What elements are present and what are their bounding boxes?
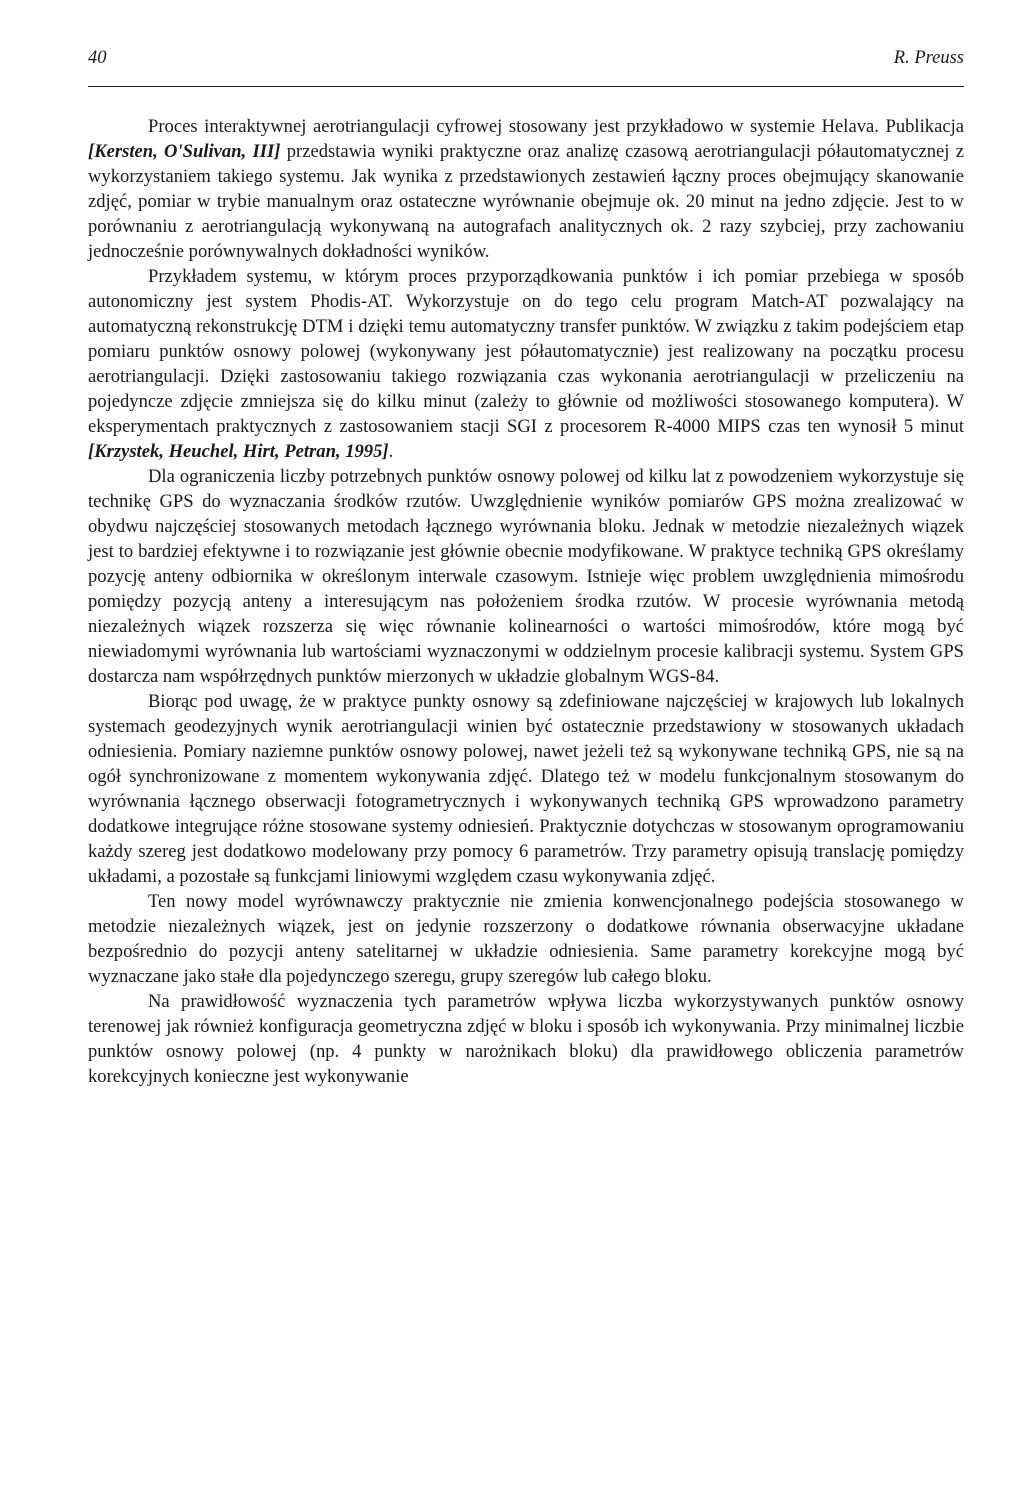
paragraph-1: [88, 114, 964, 264]
page-number: 40: [88, 48, 107, 68]
citation-krzystek: [Krzystek, Heuchel, Hirt, Petran, 1995]: [88, 441, 389, 462]
page-body: [88, 114, 964, 1089]
paragraph-4: Biorąc pod uwagę, że w praktyce punkty osnowy są zdefiniowane najczęściej w krajowych lub lokalnych systemach geodezyjnych wynik aerotriangulacji winien być ostatecznie przedstawiony w stosowanych układach odniesienia. Pomiary naziemne punktów osnowy polowej, nawet jeżeli też są wykonywane techniką GPS, nie są na ogół synchronizowane z momentem wykonywania zdjęć. Dlatego też w modelu funkcjonalnym stosowanym do wyrównania łącznego obserwacji fotogrametrycznych i wykonywanych techniką GPS wprowadzono parametry dodatkowe integrujące różne stosowane systemy odniesień. Praktycznie dotychczas w stosowanym oprogramowaniu każdy szereg jest dodatkowo modelowany przy pomocy 6 parametrów. Trzy parametry opisują translację pomiędzy układami, a pozostałe są funkcjami liniowymi względem czasu wykonywania zdjęć.: [88, 691, 964, 887]
paragraph-2-text-b: .: [388, 441, 394, 462]
paragraph-2-text-a: Przykładem systemu, w którym proces przyporządkowania punktów i ich pomiar przebiega w sposób autonomiczny jest system Phodis-AT. Wykorzystuje on do tego celu program Match-AT pozwalający na automatyczną rekonstrukcję DTM i dzięki temu automatyczny transfer punktów. W związku z takim podejściem etap pomiaru punktów osnowy polowej (wykonywany jest półautomatycznie) jest realizowany na początku procesu aerotriangulacji. Dzięki zastosowaniu takiego rozwiązania czas wykonania aerotriangulacji w przeliczeniu na pojedyncze zdjęcie zmniejsza się do kilku minut (zależy to głównie od możliwości stosowanego komputera). W eksperymentach praktycznych z zastosowaniem stacji SGI z procesorem R-4000 MIPS czas ten wynosił 5 minut: [88, 266, 964, 437]
paragraph-5: Ten nowy model wyrównawczy praktycznie nie zmienia konwencjonalnego podejścia stosowanego w metodzie niezależnych wiązek, jest on jedynie rozszerzony o dodatkowe równania obserwacyjne układane bezpośrednio do pozycji anteny satelitarnej w układzie odniesienia. Same parametry korekcyjne mogą być wyznaczane jako stałe dla pojedynczego szeregu, grupy szeregów lub całego bloku.: [88, 891, 964, 987]
running-head: R. Preuss: [893, 48, 964, 68]
paragraph-3: Dla ograniczenia liczby potrzebnych punktów osnowy polowej od kilku lat z powodzeniem wykorzystuje się technikę GPS do wyznaczania środków rzutów. Uwzględnienie wyników pomiarów GPS można zrealizować w obydwu najczęściej stosowanych metodach łącznego wyrównania bloku. Jednak w metodzie niezależnych wiązek jest to bardziej efektywne i to rozwiązanie jest głównie obecnie modyfikowane. W praktyce techniką GPS określamy pozycję anteny odbiornika w określonym interwale czasowym. Istnieje więc problem uwzględnienia mimośrodu pomiędzy pozycją anteny a interesującym nas położeniem środka rzutów. W procesie wyrównania metodą niezależnych wiązek rozszerza się więc równanie kolinearności o wartości mimośrodów, które mogą być niewiadomymi wyrównania lub wartościami wyznaczonymi w oddzielnym procesie kalibracji systemu. System GPS dostarcza nam współrzędnych punktów mierzonych w układzie globalnym WGS-84.: [88, 466, 964, 687]
paragraph-2: [88, 264, 964, 464]
paragraph-6: Na prawidłowość wyznaczenia tych parametrów wpływa liczba wykorzystywanych punktów osnowy terenowej jak również konfiguracja geometryczna zdjęć w bloku i sposób ich wykonywania. Przy minimalnej liczbie punktów osnowy polowej (np. 4 punkty w narożnikach bloku) dla prawidłowego obliczenia parametrów korekcyjnych konieczne jest wykonywanie: [88, 991, 964, 1087]
citation-kersten: [Kersten, O'Sulivan, III]: [88, 141, 281, 162]
paragraph-1-text-b: przedstawia wyniki praktyczne oraz analizę czasową aerotriangulacji półautomatycznej z wykorzystaniem takiego systemu. Jak wynika z przedstawionych zestawień łączny proces obejmujący skanowanie zdjęć, pomiar w trybie manualnym oraz ostateczne wyrównanie obejmuje ok. 20 minut na jedno zdjęcie. Jest to w porównaniu z aerotriangulacją wykonywaną na autografach analitycznych ok. 2 razy szybciej, przy zachowaniu jednocześnie porównywalnych dokładności wyników.: [88, 141, 964, 262]
page-header: [88, 42, 964, 87]
paragraph-1-text-a: Proces interaktywnej aerotriangulacji cyfrowej stosowany jest przykładowo w systemie Helava. Publikacja: [148, 116, 964, 137]
